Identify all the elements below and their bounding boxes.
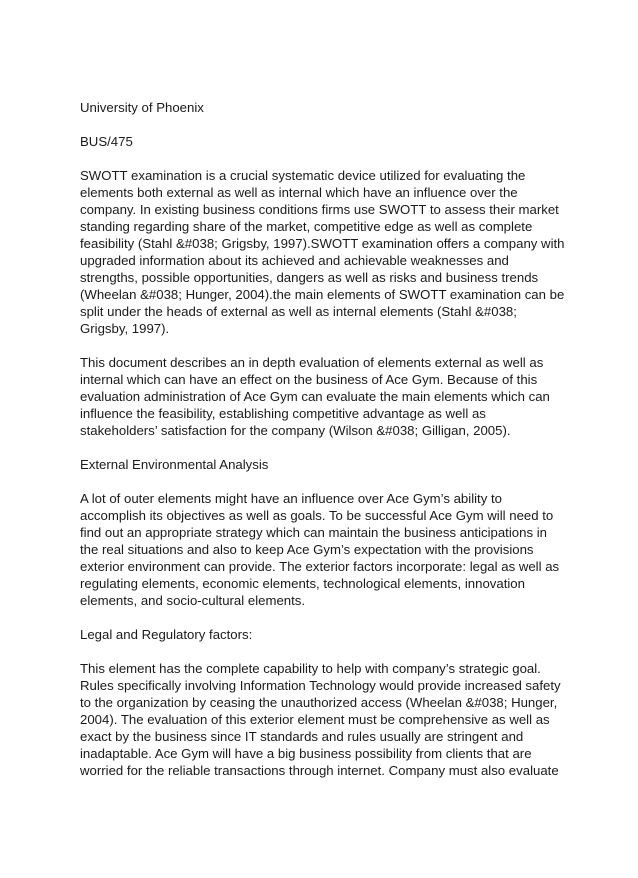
text-line: evaluation administration of Ace Gym can evaluate the main elements which can <box>80 389 550 404</box>
text-line: elements, and socio-cultural elements. <box>80 593 306 608</box>
text-line: split under the heads of external as well as internal elements (Stahl &#038; <box>80 304 517 319</box>
text-line: inadaptable. Ace Gym will have a big business possibility from clients that are <box>80 746 532 761</box>
paragraph-legal-element <box>80 660 576 779</box>
document-page <box>80 99 576 779</box>
text-line: Legal and Regulatory factors: <box>80 627 253 642</box>
text-line: influence the feasibility, establishing competitive advantage as well as <box>80 406 486 421</box>
text-line: upgraded information about its achieved and achievable weaknesses and <box>80 253 509 268</box>
text-line: worried for the reliable transactions through internet. Company must also evaluate <box>80 763 559 778</box>
text-line: standing regarding share of the market, competitive edge as well as complete <box>80 219 533 234</box>
text-line: (Wheelan &#038; Hunger, 2004).the main elements of SWOTT examination can be <box>80 287 565 302</box>
section-heading-external-analysis <box>80 456 576 473</box>
paragraph-swott-intro <box>80 167 576 337</box>
text-line: A lot of outer elements might have an influence over Ace Gym’s ability to <box>80 491 502 506</box>
text-line: the real situations and also to keep Ace Gym’s expectation with the provisions <box>80 542 534 557</box>
text-line: Rules specifically involving Information Technology would provide increased safety <box>80 678 561 693</box>
paragraph-outer-elements <box>80 490 576 609</box>
section-heading-legal-regulatory <box>80 626 576 643</box>
text-line: feasibility (Stahl &#038; Grigsby, 1997).SWOTT examination offers a company with <box>80 236 565 251</box>
header-course-code: BUS/475 <box>80 134 133 149</box>
text-line: find out an appropriate strategy which can maintain the business anticipations in <box>80 525 547 540</box>
text-line: exact by the business since IT standards and rules usually are stringent and <box>80 729 524 744</box>
text-line: company. In existing business conditions firms use SWOTT to assess their market <box>80 202 559 217</box>
header-university: University of Phoenix <box>80 100 204 115</box>
text-line: stakeholders’ satisfaction for the company (Wilson &#038; Gilligan, 2005). <box>80 423 511 438</box>
text-line: External Environmental Analysis <box>80 457 269 472</box>
text-line: Grigsby, 1997). <box>80 321 170 336</box>
text-line: This element has the complete capability to help with company’s strategic goal. <box>80 661 541 676</box>
text-line: SWOTT examination is a crucial systematic device utilized for evaluating the <box>80 168 526 183</box>
text-line: exterior environment can provide. The exterior factors incorporate: legal as well as <box>80 559 560 574</box>
text-line: 2004). The evaluation of this exterior element must be comprehensive as well as <box>80 712 550 727</box>
text-line: accomplish its objectives as well as goals. To be successful Ace Gym will need to <box>80 508 554 523</box>
text-line: strengths, possible opportunities, dangers as well as risks and business trends <box>80 270 539 285</box>
text-line: elements both external as well as internal which have an influence over the <box>80 185 518 200</box>
text-line: to the organization by ceasing the unauthorized access (Wheelan &#038; Hunger, <box>80 695 558 710</box>
text-line: internal which can have an effect on the business of Ace Gym. Because of this <box>80 372 538 387</box>
text-line: This document describes an in depth evaluation of elements external as well as <box>80 355 544 370</box>
paragraph-document-description <box>80 354 576 439</box>
text-line: regulating elements, economic elements, technological elements, innovation <box>80 576 525 591</box>
